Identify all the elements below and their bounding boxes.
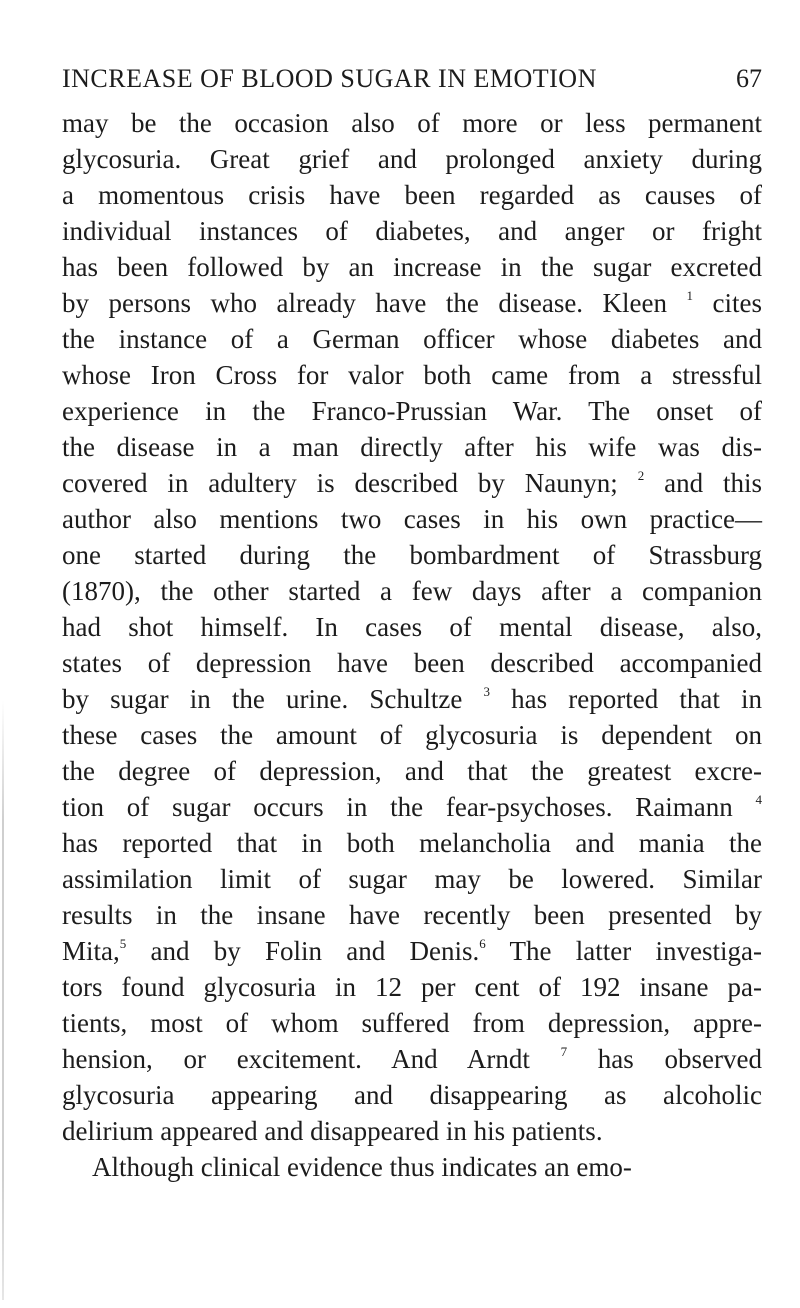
text-line: whose Iron Cross for valor both came from a stressful — [62, 360, 762, 390]
text-line: covered in adultery is described by Naunyn; $^2$ and this — [62, 468, 762, 498]
text-line: experience in the Franco-Prussian War. The onset of — [62, 396, 762, 426]
footnote-ref: 4 — [755, 792, 762, 807]
text-line: (1870), the other started a few days after a companion — [62, 576, 762, 606]
text-line: the disease in a man directly after his wife was dis- — [62, 432, 762, 462]
text-line: hension, or excitement. And Arndt $^7$ has observed — [62, 1044, 762, 1074]
text-line: one started during the bombardment of Strassburg — [62, 540, 762, 570]
text-line: tion of sugar occurs in the fear-psychoses. Raimann $^4$ — [62, 792, 762, 822]
text-line: by sugar in the urine. Schultze $^3$ has reported that in — [62, 684, 763, 714]
text-line: Mita,$^5$ and by Folin and Denis.$^6$ The latter investiga- — [62, 936, 762, 966]
text-line: tients, most of whom suffered from depression, appre- — [62, 1008, 762, 1038]
page-edge-shadow — [2, 700, 4, 1300]
text-line: author also mentions two cases in his own practice— — [62, 504, 762, 534]
text-line: delirium appeared and disappeared in his patients. — [62, 1116, 603, 1146]
text-line: these cases the amount of glycosuria is dependent on — [62, 720, 762, 750]
footnote-ref: 3 — [483, 684, 491, 699]
footnote-ref: 2 — [637, 468, 645, 483]
text-line: glycosuria appearing and disappearing as alcoholic — [62, 1080, 762, 1110]
footnote-ref: 6 — [479, 936, 486, 951]
text-line: results in the insane have recently been presented by — [62, 900, 762, 930]
text-line: individual instances of diabetes, and anger or fright — [62, 216, 762, 246]
text-line: glycosuria. Great grief and prolonged anxiety during — [62, 144, 762, 174]
text-line: assimilation limit of sugar may be lowered. Similar — [62, 864, 762, 894]
text-line: the degree of depression, and that the greatest excre- — [62, 756, 762, 786]
footnote-ref: 1 — [686, 288, 694, 303]
text-line: tors found glycosuria in 12 per cent of 192 insane pa- — [62, 972, 762, 1002]
running-header — [62, 64, 762, 104]
text-line: a momentous crisis have been regarded as causes of — [62, 180, 762, 210]
running-title: INCREASE OF BLOOD SUGAR IN EMOTION — [62, 64, 597, 93]
footnote-ref: 7 — [560, 1044, 568, 1059]
text-line: may be the occasion also of more or less permanent — [62, 108, 762, 138]
text-line: had shot himself. In cases of mental disease, also, — [62, 612, 762, 642]
text-line: has been followed by an increase in the sugar excreted — [62, 252, 762, 282]
text-line: states of depression have been described accompanied — [62, 648, 762, 678]
text-line: Although clinical evidence thus indicates an emo- — [92, 1152, 632, 1182]
footnote-ref: 5 — [119, 936, 127, 951]
text-line: has reported that in both melancholia and mania the — [62, 828, 762, 858]
page-number: 67 — [736, 64, 762, 93]
text-line: by persons who already have the disease. Kleen $^1$ cites — [62, 288, 762, 318]
text-line: the instance of a German officer whose diabetes and — [62, 324, 762, 354]
